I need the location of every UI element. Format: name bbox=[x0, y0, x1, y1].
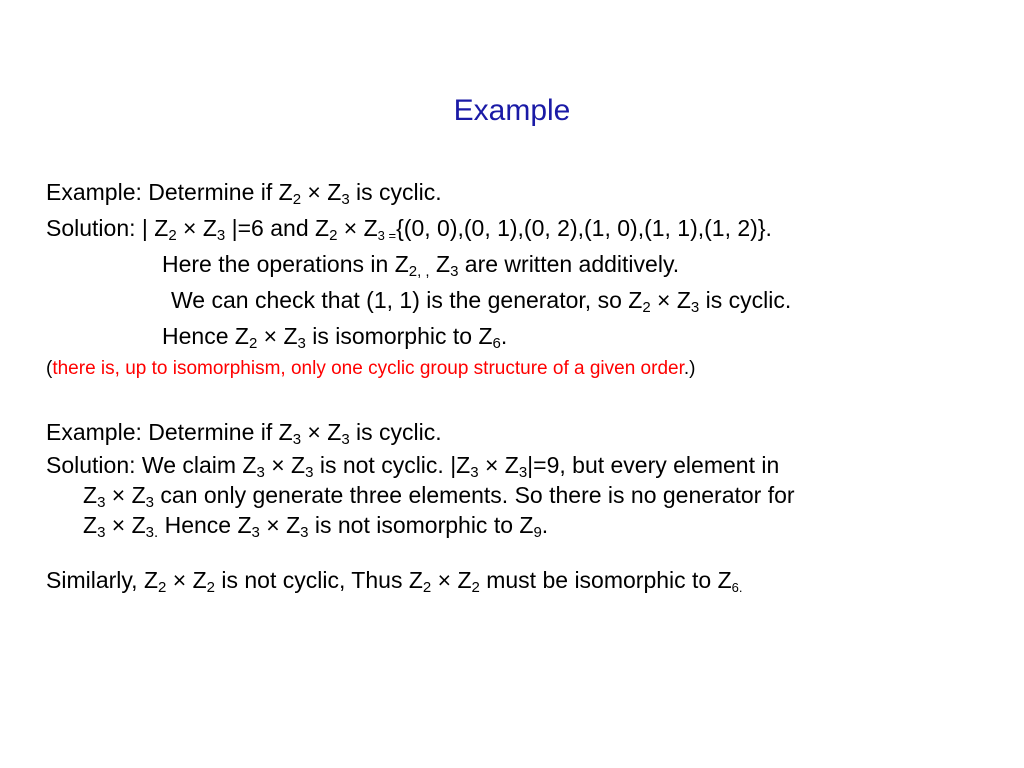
example-1-conclusion bbox=[46, 318, 1006, 354]
text: We can check that (1, 1) is the generator, so Z bbox=[171, 287, 643, 313]
text: × Z bbox=[301, 179, 342, 205]
text: × Z bbox=[259, 512, 301, 538]
subscript: 2 bbox=[248, 335, 258, 352]
text: is cyclic. bbox=[349, 179, 442, 205]
text: × Z bbox=[105, 512, 146, 538]
subscript: 2 bbox=[329, 227, 338, 244]
text: . bbox=[541, 512, 549, 538]
text: Z bbox=[429, 251, 451, 277]
subscript: 9 bbox=[533, 524, 542, 541]
text: Here the operations in Z bbox=[162, 251, 409, 277]
text: . bbox=[500, 323, 508, 349]
text: is not cyclic. |Z bbox=[313, 452, 471, 478]
spacer bbox=[46, 384, 1006, 414]
subscript: 3 bbox=[145, 494, 155, 511]
text: can only generate three elements. So there is no generator for bbox=[154, 482, 795, 508]
subscript: 6 bbox=[492, 335, 501, 352]
text: are written additively. bbox=[458, 251, 680, 277]
text: must be isomorphic to Z bbox=[479, 567, 732, 593]
subscript: 3 bbox=[297, 335, 306, 352]
red-remark-text: there is, up to isomorphism, only one cyclic group structure of a given order bbox=[52, 358, 684, 379]
text: is cyclic. bbox=[349, 419, 442, 445]
subscript: 2, , bbox=[408, 263, 430, 280]
text: × Z bbox=[257, 323, 298, 349]
subscript: 3. bbox=[145, 524, 159, 541]
text: ( bbox=[46, 358, 53, 379]
subscript: 3 bbox=[292, 431, 302, 448]
subscript: 2 bbox=[292, 191, 302, 208]
text: × Z bbox=[478, 452, 519, 478]
example-1-operations-note bbox=[46, 246, 1006, 282]
text: × Z bbox=[431, 567, 472, 593]
text: Z bbox=[83, 512, 98, 538]
text: × Z bbox=[176, 215, 217, 241]
subscript: 3 bbox=[470, 464, 479, 481]
similarly-statement bbox=[46, 562, 1006, 598]
text: Z bbox=[83, 482, 98, 508]
subscript: 2 bbox=[168, 227, 177, 244]
example-2-statement bbox=[46, 414, 1006, 450]
subscript: 3 bbox=[305, 464, 314, 481]
subscript: 2 bbox=[158, 579, 167, 596]
example-2-solution-line-1 bbox=[46, 450, 1006, 480]
example-1-generator-line bbox=[46, 282, 1006, 318]
example-2-solution-line-2 bbox=[46, 480, 1006, 510]
text: Similarly, Z bbox=[46, 567, 159, 593]
subscript: 2 bbox=[642, 299, 651, 316]
text: Solution: | Z bbox=[46, 215, 169, 241]
subscript: 3 bbox=[450, 263, 459, 280]
subscript: 3 bbox=[97, 524, 106, 541]
text: |=9, but every element in bbox=[527, 452, 780, 478]
text: is not isomorphic to Z bbox=[308, 512, 534, 538]
subscript: 3 bbox=[300, 524, 309, 541]
subscript: 3 bbox=[341, 191, 350, 208]
example-1-statement bbox=[46, 174, 1006, 210]
text: .) bbox=[683, 358, 696, 379]
text: × Z bbox=[337, 215, 378, 241]
subscript: 3 bbox=[341, 431, 350, 448]
spacer bbox=[46, 540, 1006, 562]
example-1-solution bbox=[46, 210, 1006, 246]
subscript: 2 bbox=[206, 579, 215, 596]
subscript: 2 bbox=[471, 579, 480, 596]
subscript: 3 bbox=[690, 299, 700, 316]
example-2-solution bbox=[46, 450, 1006, 540]
text: × Z bbox=[166, 567, 207, 593]
subscript: 3 bbox=[97, 494, 106, 511]
example-2-solution-line-3 bbox=[46, 510, 1006, 540]
subscript: 3 bbox=[256, 464, 265, 481]
text: {(0, 0),(0, 1),(0, 2),(1, 0),(1, 1),(1, 2)}. bbox=[396, 215, 772, 241]
text: is cyclic. bbox=[699, 287, 792, 313]
text: Example: Determine if Z bbox=[46, 419, 293, 445]
isomorphism-remark bbox=[46, 354, 1006, 384]
text: Example: Determine if Z bbox=[46, 179, 293, 205]
text: Hence Z bbox=[162, 323, 249, 349]
text: × Z bbox=[264, 452, 306, 478]
subscript: 2 bbox=[422, 579, 432, 596]
text: is isomorphic to Z bbox=[305, 323, 493, 349]
text: Hence Z bbox=[158, 512, 252, 538]
slide-body bbox=[46, 174, 1006, 598]
subscript: 3 bbox=[251, 524, 260, 541]
text: × Z bbox=[105, 482, 146, 508]
slide-title: Example bbox=[453, 94, 571, 127]
text: × Z bbox=[650, 287, 691, 313]
subscript: 3 bbox=[518, 464, 528, 481]
subscript: 6. bbox=[731, 580, 743, 595]
text: is not cyclic, Thus Z bbox=[214, 567, 423, 593]
text: Solution: We claim Z bbox=[46, 452, 257, 478]
subscript: 3 bbox=[216, 227, 226, 244]
text: |=6 and Z bbox=[225, 215, 330, 241]
subscript: 3 = bbox=[377, 228, 397, 243]
text: × Z bbox=[301, 419, 342, 445]
